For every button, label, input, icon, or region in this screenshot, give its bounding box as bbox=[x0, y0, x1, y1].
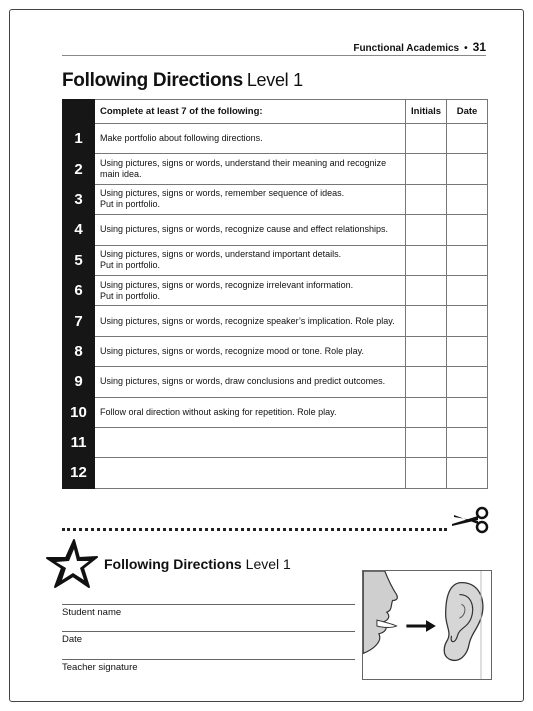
date-label: Date bbox=[62, 634, 83, 645]
initials-cell[interactable] bbox=[406, 397, 447, 427]
activity-line-2: main idea. bbox=[100, 169, 142, 180]
row-number: 10 bbox=[63, 397, 95, 427]
header-number-cell bbox=[63, 100, 95, 124]
row-activity bbox=[95, 367, 406, 397]
section-name: Functional Academics bbox=[353, 43, 460, 54]
initials-cell[interactable] bbox=[406, 306, 447, 336]
initials-cell[interactable] bbox=[406, 245, 447, 275]
table-row bbox=[63, 367, 488, 397]
initials-cell[interactable] bbox=[406, 154, 447, 184]
page-number: 31 bbox=[472, 40, 486, 54]
activity-line-1: Using pictures, signs or words, recognize irrelevant information. bbox=[100, 279, 354, 290]
teacher-signature-field[interactable] bbox=[62, 646, 355, 673]
date-cell[interactable] bbox=[447, 336, 488, 366]
activity-line-2: Put in portfolio. bbox=[100, 199, 161, 210]
page-title-level: Level 1 bbox=[246, 70, 303, 90]
star-icon bbox=[44, 537, 100, 593]
page-title bbox=[62, 70, 303, 92]
table-row bbox=[63, 397, 488, 427]
date-cell[interactable] bbox=[447, 124, 488, 154]
row-number: 5 bbox=[63, 245, 95, 275]
requirements-table bbox=[62, 99, 488, 489]
initials-cell[interactable] bbox=[406, 458, 447, 488]
activity-line-1: Using pictures, signs or words, draw conclusions and predict outcomes. bbox=[100, 376, 386, 387]
date-cell[interactable] bbox=[447, 275, 488, 305]
date-cell[interactable] bbox=[447, 458, 488, 488]
row-number: 9 bbox=[63, 367, 95, 397]
initials-cell[interactable] bbox=[406, 336, 447, 366]
row-number: 8 bbox=[63, 336, 95, 366]
initials-cell[interactable] bbox=[406, 124, 447, 154]
date-cell[interactable] bbox=[447, 397, 488, 427]
student-name-label: Student name bbox=[62, 607, 122, 618]
initials-cell[interactable] bbox=[406, 215, 447, 245]
date-cell[interactable] bbox=[447, 154, 488, 184]
table-row bbox=[63, 124, 488, 154]
bullet: • bbox=[464, 43, 468, 54]
row-number: 12 bbox=[63, 458, 95, 488]
cut-line bbox=[62, 528, 447, 531]
page-title-main: Following Directions bbox=[62, 70, 243, 91]
table-row bbox=[63, 215, 488, 245]
row-activity bbox=[95, 215, 406, 245]
initials-cell[interactable] bbox=[406, 275, 447, 305]
date-cell[interactable] bbox=[447, 427, 488, 457]
header-date: Date bbox=[447, 100, 488, 124]
activity-line-1: Using pictures, signs or words, recognize cause and effect relationships. bbox=[100, 224, 388, 235]
activity-line-1: Make portfolio about following directions. bbox=[100, 133, 263, 144]
date-cell[interactable] bbox=[447, 245, 488, 275]
row-activity bbox=[95, 458, 406, 488]
row-activity bbox=[95, 427, 406, 457]
teacher-signature-label: Teacher signature bbox=[62, 662, 138, 673]
row-activity bbox=[95, 245, 406, 275]
table-row bbox=[63, 275, 488, 305]
table-row bbox=[63, 154, 488, 184]
table-row bbox=[63, 458, 488, 488]
date-field[interactable] bbox=[62, 618, 355, 645]
row-number: 7 bbox=[63, 306, 95, 336]
row-activity bbox=[95, 184, 406, 214]
date-cell[interactable] bbox=[447, 306, 488, 336]
mouth-to-ear-icon bbox=[362, 570, 492, 680]
running-head bbox=[62, 40, 486, 56]
row-number: 6 bbox=[63, 275, 95, 305]
row-activity bbox=[95, 306, 406, 336]
row-number: 4 bbox=[63, 215, 95, 245]
activity-line-2: Put in portfolio. bbox=[100, 290, 161, 301]
activity-line-1: Using pictures, signs or words, understand their meaning and recognize bbox=[100, 158, 387, 169]
activity-line-1: Using pictures, signs or words, recognize mood or tone. Role play. bbox=[100, 345, 364, 356]
card-title-level: Level 1 bbox=[245, 556, 291, 572]
activity-line-2: Put in portfolio. bbox=[100, 260, 161, 271]
table-header-row bbox=[63, 100, 488, 124]
student-name-field[interactable] bbox=[62, 591, 355, 618]
activity-line-1: Using pictures, signs or words, understand important details. bbox=[100, 249, 342, 260]
activity-line-1: Using pictures, signs or words, remember sequence of ideas. bbox=[100, 188, 345, 199]
date-cell[interactable] bbox=[447, 184, 488, 214]
card-title bbox=[104, 556, 291, 572]
table-row bbox=[63, 306, 488, 336]
card-title-main: Following Directions bbox=[104, 556, 242, 572]
initials-cell[interactable] bbox=[406, 184, 447, 214]
row-activity bbox=[95, 124, 406, 154]
row-activity bbox=[95, 397, 406, 427]
row-activity bbox=[95, 336, 406, 366]
row-number: 2 bbox=[63, 154, 95, 184]
row-activity bbox=[95, 154, 406, 184]
row-number: 3 bbox=[63, 184, 95, 214]
date-cell[interactable] bbox=[447, 215, 488, 245]
table-row bbox=[63, 427, 488, 457]
table-row bbox=[63, 245, 488, 275]
row-number: 1 bbox=[63, 124, 95, 154]
header-instruction: Complete at least 7 of the following: bbox=[95, 100, 406, 124]
row-number: 11 bbox=[63, 427, 95, 457]
row-activity bbox=[95, 275, 406, 305]
activity-line-1: Follow oral direction without asking for repetition. Role play. bbox=[100, 406, 337, 417]
header-initials: Initials bbox=[406, 100, 447, 124]
initials-cell[interactable] bbox=[406, 367, 447, 397]
table-row bbox=[63, 336, 488, 366]
scissors-icon bbox=[448, 505, 492, 535]
date-cell[interactable] bbox=[447, 367, 488, 397]
activity-line-1: Using pictures, signs or words, recognize speaker’s implication. Role play. bbox=[100, 315, 395, 326]
initials-cell[interactable] bbox=[406, 427, 447, 457]
table-row bbox=[63, 184, 488, 214]
